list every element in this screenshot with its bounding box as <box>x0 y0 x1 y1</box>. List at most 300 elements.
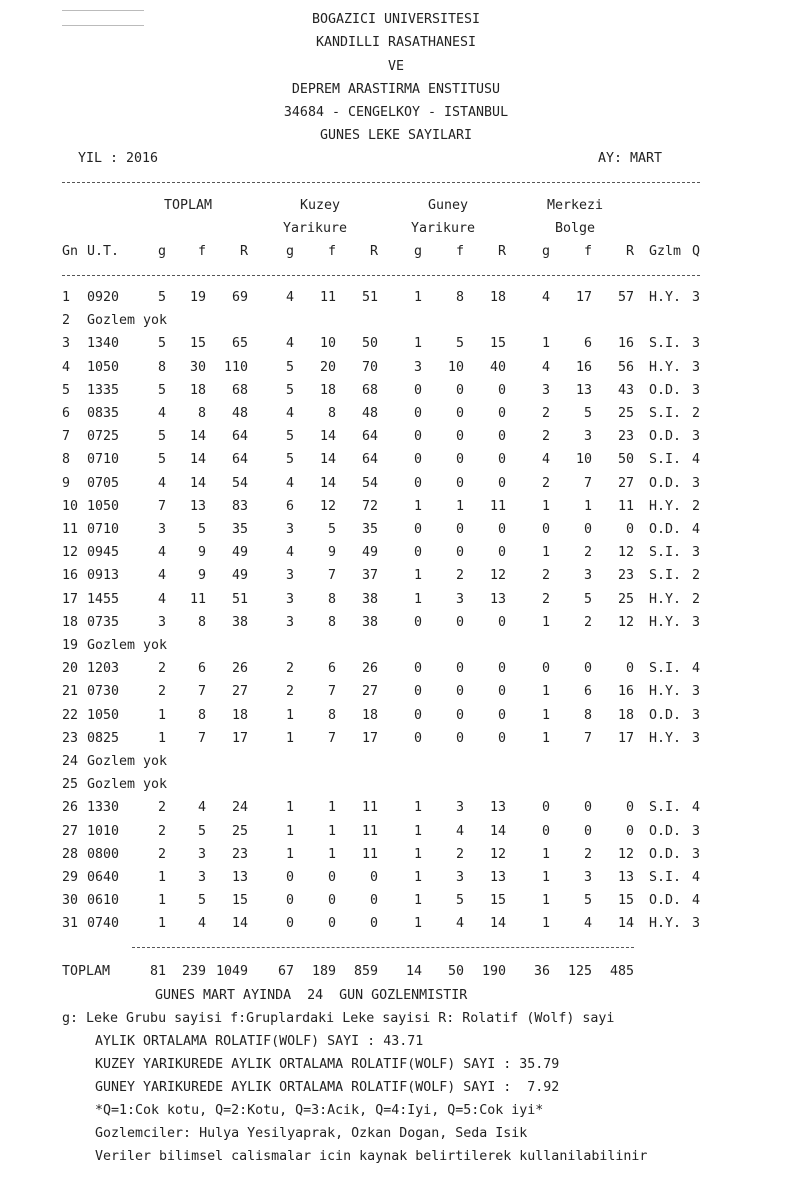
cell-south-f: 0 <box>455 707 464 723</box>
col-label-time: U.T. <box>87 244 120 259</box>
cell-south-g: 1 <box>413 591 422 607</box>
cell-total-f: 7 <box>197 730 206 746</box>
cell-center-f: 17 <box>575 290 592 305</box>
table-row <box>0 869 792 887</box>
cell-time: 0730 <box>87 684 120 700</box>
cell-center-r: 50 <box>617 452 634 468</box>
cell-total-g: 2 <box>157 800 166 816</box>
col-label-center-f: f <box>583 244 592 259</box>
cell-total-r: 65 <box>231 336 248 352</box>
cell-center-g: 1 <box>541 846 550 862</box>
cell-south-g: 0 <box>413 707 422 723</box>
col-label-north-r: R <box>369 244 378 259</box>
cell-center-f: 16 <box>575 359 592 375</box>
table-row <box>0 289 792 307</box>
table-row <box>0 544 792 562</box>
cell-day: 16 <box>62 568 79 584</box>
cell-north-f: 0 <box>327 870 336 885</box>
cell-total-g: 5 <box>157 382 166 398</box>
cell-center-r: 0 <box>625 661 634 677</box>
cell-south-f: 0 <box>455 545 464 561</box>
month-label: AY: MART <box>598 151 663 166</box>
cell-south-g: 1 <box>413 870 422 885</box>
total-total-g: 81 <box>149 964 166 979</box>
cell-south-g: 3 <box>413 359 422 375</box>
cell-south-g: 0 <box>413 684 422 700</box>
cell-south-g: 0 <box>413 522 422 537</box>
cell-north-g: 3 <box>285 522 294 537</box>
institution-name: BOGAZICI UNIVERSITESI <box>311 12 481 27</box>
cell-center-g: 2 <box>541 568 550 584</box>
cell-south-f: 2 <box>455 568 464 584</box>
cell-total-f: 5 <box>197 522 206 537</box>
table-row <box>0 567 792 585</box>
cell-north-g: 0 <box>285 916 294 932</box>
observers: Gozlemciler: Hulya Yesilyaprak, Ozkan Dogan, Seda Isik <box>95 1126 528 1141</box>
cell-quality: 3 <box>692 684 701 700</box>
cell-total-g: 2 <box>157 823 166 839</box>
cell-south-g: 0 <box>413 545 422 561</box>
cell-south-f: 0 <box>455 452 464 468</box>
divider <box>62 275 700 276</box>
table-row <box>0 637 792 655</box>
cell-center-f: 2 <box>583 545 592 561</box>
cell-north-r: 38 <box>361 614 378 630</box>
cell-time: 0800 <box>87 846 120 862</box>
cell-north-g: 5 <box>285 359 294 375</box>
cell-quality: 3 <box>692 823 701 839</box>
cell-total-f: 19 <box>189 290 206 305</box>
cell-quality: 2 <box>692 591 701 607</box>
cell-center-g: 0 <box>541 661 550 677</box>
col-label-south-f: f <box>455 244 464 259</box>
cell-observation: O.D. <box>649 707 682 723</box>
cell-center-g: 3 <box>541 382 550 398</box>
cell-center-f: 6 <box>583 684 592 700</box>
cell-time: 1455 <box>87 591 120 607</box>
col-label-observation: Gzlm <box>649 244 682 259</box>
table-row <box>0 521 792 539</box>
cell-observation: H.Y. <box>649 591 682 607</box>
cell-day: 28 <box>62 846 79 862</box>
col-label-total-r: R <box>239 244 248 259</box>
cell-time: 1050 <box>87 359 120 375</box>
cell-total-r: 17 <box>231 730 248 746</box>
cell-day: 19 <box>62 638 79 653</box>
cell-total-r: 54 <box>231 475 248 491</box>
cell-south-g: 1 <box>413 498 422 514</box>
cell-north-r: 70 <box>361 359 378 375</box>
col-group-total: TOPLAM <box>164 198 213 213</box>
cell-north-r: 35 <box>361 522 378 537</box>
total-south-g: 14 <box>405 964 422 979</box>
cell-center-f: 0 <box>583 522 592 537</box>
cell-total-r: 68 <box>231 382 248 398</box>
cell-south-f: 5 <box>455 336 464 352</box>
cell-south-f: 4 <box>455 916 464 932</box>
col-label-total-f: f <box>197 244 206 259</box>
total-south-r: 190 <box>481 964 506 979</box>
north-average: KUZEY YARIKUREDE AYLIK ORTALAMA ROLATIF(WOLF) SAYI : 35.79 <box>95 1057 560 1072</box>
cell-south-f: 0 <box>455 614 464 630</box>
cell-total-r: 110 <box>223 359 248 375</box>
cell-total-f: 8 <box>197 406 206 421</box>
cell-quality: 3 <box>692 290 701 305</box>
cell-south-f: 0 <box>455 429 464 445</box>
conjunction: VE <box>387 59 404 74</box>
cell-quality: 3 <box>692 730 701 746</box>
cell-time: 0640 <box>87 870 120 885</box>
cell-time: 0610 <box>87 893 120 909</box>
cell-south-f: 0 <box>455 730 464 746</box>
cell-center-r: 0 <box>625 522 634 537</box>
year-label: YIL : 2016 <box>78 151 159 166</box>
cell-north-f: 14 <box>319 475 336 491</box>
table-row <box>0 799 792 817</box>
cell-total-g: 4 <box>157 406 166 421</box>
table-row <box>0 846 792 864</box>
cell-center-f: 0 <box>583 661 592 677</box>
cell-center-r: 16 <box>617 684 634 700</box>
cell-north-g: 4 <box>285 290 294 305</box>
cell-north-f: 9 <box>327 545 336 561</box>
cell-total-g: 3 <box>157 614 166 630</box>
cell-north-f: 8 <box>327 406 336 421</box>
table-row <box>0 382 792 400</box>
cell-observation: S.I. <box>649 661 682 677</box>
top-decoration <box>62 0 224 1</box>
cell-north-f: 1 <box>327 800 336 816</box>
total-total-r: 1049 <box>215 964 248 979</box>
table-row <box>0 359 792 377</box>
total-north-f: 189 <box>311 964 336 979</box>
cell-center-r: 56 <box>617 359 634 375</box>
cell-day: 5 <box>62 382 71 398</box>
cell-total-f: 3 <box>197 846 206 862</box>
divider <box>62 182 700 183</box>
cell-time: 1335 <box>87 382 120 398</box>
col-group-south-sub: Yarikure <box>411 221 476 236</box>
cell-north-f: 6 <box>327 661 336 677</box>
cell-day: 3 <box>62 336 71 352</box>
cell-observation: H.Y. <box>649 684 682 700</box>
quality-scale: *Q=1:Cok kotu, Q=2:Kotu, Q=3:Acik, Q=4:Iyi, Q=5:Cok iyi* <box>95 1103 544 1118</box>
cell-total-r: 64 <box>231 452 248 468</box>
col-label-south-r: R <box>497 244 506 259</box>
cell-observation: S.I. <box>649 452 682 468</box>
cell-observation: S.I. <box>649 568 682 584</box>
cell-south-r: 0 <box>497 545 506 561</box>
cell-observation: S.I. <box>649 336 682 352</box>
cell-quality: 4 <box>692 661 701 677</box>
cell-north-g: 2 <box>285 684 294 700</box>
cell-total-g: 4 <box>157 475 166 491</box>
cell-north-r: 11 <box>361 846 378 862</box>
cell-north-g: 0 <box>285 893 294 909</box>
cell-total-f: 7 <box>197 684 206 700</box>
cell-day: 9 <box>62 475 71 491</box>
cell-south-g: 0 <box>413 614 422 630</box>
cell-south-g: 1 <box>413 800 422 816</box>
cell-total-f: 14 <box>189 475 206 491</box>
cell-north-f: 7 <box>327 684 336 700</box>
cell-center-r: 27 <box>617 475 634 491</box>
cell-north-r: 64 <box>361 429 378 445</box>
cell-north-g: 4 <box>285 475 294 491</box>
cell-time: 1050 <box>87 498 120 514</box>
table-row <box>0 498 792 516</box>
cell-south-g: 0 <box>413 406 422 421</box>
table-row <box>0 753 792 771</box>
cell-south-r: 13 <box>489 870 506 885</box>
cell-center-g: 1 <box>541 614 550 630</box>
cell-center-f: 6 <box>583 336 592 352</box>
cell-quality: 2 <box>692 498 701 514</box>
cell-observation: H.Y. <box>649 730 682 746</box>
cell-total-f: 4 <box>197 800 206 816</box>
cell-south-f: 0 <box>455 522 464 537</box>
cell-north-r: 68 <box>361 382 378 398</box>
cell-quality: 4 <box>692 452 701 468</box>
table-row <box>0 451 792 469</box>
cell-center-r: 15 <box>617 893 634 909</box>
total-south-f: 50 <box>447 964 464 979</box>
cell-observation: H.Y. <box>649 614 682 630</box>
cell-total-r: 69 <box>231 290 248 305</box>
cell-south-r: 0 <box>497 730 506 746</box>
cell-north-g: 6 <box>285 498 294 514</box>
cell-north-g: 0 <box>285 870 294 885</box>
cell-center-r: 25 <box>617 591 634 607</box>
cell-center-r: 23 <box>617 429 634 445</box>
cell-north-r: 0 <box>369 916 378 932</box>
cell-south-r: 0 <box>497 661 506 677</box>
cell-quality: 3 <box>692 545 701 561</box>
total-center-f: 125 <box>567 964 592 979</box>
total-north-g: 67 <box>277 964 294 979</box>
institute-name: DEPREM ARASTIRMA ENSTITUSU <box>291 82 501 97</box>
cell-north-g: 4 <box>285 336 294 352</box>
cell-observation: O.D. <box>649 846 682 862</box>
cell-north-g: 3 <box>285 568 294 584</box>
cell-observation: O.D. <box>649 475 682 491</box>
total-north-r: 859 <box>353 964 378 979</box>
cell-south-g: 0 <box>413 429 422 445</box>
table-row <box>0 335 792 353</box>
cell-no-observation: Gozlem yok <box>87 638 168 653</box>
cell-south-f: 2 <box>455 846 464 862</box>
cell-center-f: 3 <box>583 870 592 885</box>
cell-day: 10 <box>62 498 79 514</box>
cell-south-f: 0 <box>455 684 464 700</box>
cell-north-r: 72 <box>361 498 378 514</box>
cell-day: 23 <box>62 730 79 746</box>
cell-quality: 3 <box>692 336 701 352</box>
cell-center-g: 4 <box>541 290 550 305</box>
table-row <box>0 776 792 794</box>
column-labels <box>0 243 792 261</box>
cell-north-r: 64 <box>361 452 378 468</box>
cell-total-g: 1 <box>157 707 166 723</box>
cell-no-observation: Gozlem yok <box>87 313 168 329</box>
cell-south-r: 0 <box>497 382 506 398</box>
col-label-north-f: f <box>327 244 336 259</box>
cell-north-f: 8 <box>327 614 336 630</box>
cell-south-r: 18 <box>489 290 506 305</box>
cell-north-r: 48 <box>361 406 378 421</box>
cell-day: 25 <box>62 777 79 793</box>
observed-days: GUNES MART AYINDA 24 GUN GOZLENMISTIR <box>155 988 468 1003</box>
cell-total-f: 8 <box>197 614 206 630</box>
cell-north-r: 17 <box>361 730 378 746</box>
cell-center-f: 7 <box>583 730 592 746</box>
table-row <box>0 312 792 330</box>
cell-center-f: 2 <box>583 846 592 862</box>
cell-south-r: 0 <box>497 614 506 630</box>
cell-north-f: 12 <box>319 498 336 514</box>
cell-center-g: 1 <box>541 684 550 700</box>
cell-south-g: 0 <box>413 730 422 746</box>
cell-north-f: 18 <box>319 382 336 398</box>
cell-center-f: 0 <box>583 823 592 839</box>
cell-day: 8 <box>62 452 71 468</box>
table-row <box>0 707 792 725</box>
cell-day: 21 <box>62 684 79 700</box>
cell-total-f: 3 <box>197 870 206 885</box>
cell-time: 1340 <box>87 336 120 352</box>
cell-north-f: 5 <box>327 522 336 537</box>
cell-center-f: 10 <box>575 452 592 468</box>
cell-day: 2 <box>62 313 71 329</box>
cell-south-r: 12 <box>489 846 506 862</box>
divider <box>132 947 634 948</box>
cell-observation: O.D. <box>649 893 682 909</box>
cell-observation: O.D. <box>649 429 682 445</box>
cell-total-g: 5 <box>157 452 166 468</box>
cell-north-r: 37 <box>361 568 378 584</box>
cell-south-f: 4 <box>455 823 464 839</box>
cell-center-r: 18 <box>617 707 634 723</box>
cell-day: 18 <box>62 614 79 630</box>
cell-quality: 3 <box>692 475 701 491</box>
cell-south-r: 0 <box>497 429 506 445</box>
cell-center-r: 14 <box>617 916 634 932</box>
cell-center-g: 1 <box>541 870 550 885</box>
table-row <box>0 915 792 933</box>
cell-total-f: 9 <box>197 545 206 561</box>
cell-center-g: 2 <box>541 475 550 491</box>
cell-observation: H.Y. <box>649 498 682 514</box>
cell-center-g: 2 <box>541 429 550 445</box>
cell-observation: H.Y. <box>649 916 682 932</box>
cell-south-f: 0 <box>455 475 464 491</box>
cell-south-f: 0 <box>455 382 464 398</box>
cell-north-f: 1 <box>327 846 336 862</box>
cell-day: 7 <box>62 429 71 445</box>
cell-total-f: 18 <box>189 382 206 398</box>
cell-north-g: 1 <box>285 823 294 839</box>
cell-quality: 2 <box>692 568 701 584</box>
cell-south-r: 0 <box>497 684 506 700</box>
cell-day: 27 <box>62 823 79 839</box>
cell-time: 0740 <box>87 916 120 932</box>
cell-total-f: 5 <box>197 893 206 909</box>
cell-total-r: 24 <box>231 800 248 816</box>
cell-total-g: 8 <box>157 359 166 375</box>
cell-south-g: 1 <box>413 916 422 932</box>
cell-time: 1050 <box>87 707 120 723</box>
col-label-south-g: g <box>413 244 422 259</box>
cell-time: 0920 <box>87 290 120 305</box>
table-row <box>0 405 792 423</box>
cell-center-g: 4 <box>541 452 550 468</box>
cell-total-r: 27 <box>231 684 248 700</box>
cell-north-g: 1 <box>285 800 294 816</box>
cell-north-g: 4 <box>285 406 294 421</box>
cell-total-g: 1 <box>157 893 166 909</box>
cell-time: 0710 <box>87 522 120 537</box>
cell-center-f: 5 <box>583 406 592 421</box>
cell-day: 31 <box>62 916 79 932</box>
cell-day: 1 <box>62 290 71 305</box>
cell-north-g: 1 <box>285 707 294 723</box>
cell-center-g: 2 <box>541 591 550 607</box>
cell-center-r: 12 <box>617 846 634 862</box>
cell-south-r: 13 <box>489 800 506 816</box>
cell-time: 0710 <box>87 452 120 468</box>
cell-quality: 4 <box>692 870 701 885</box>
cell-center-r: 0 <box>625 800 634 816</box>
cell-day: 22 <box>62 707 79 723</box>
cell-total-g: 4 <box>157 591 166 607</box>
cell-north-f: 10 <box>319 336 336 352</box>
cell-center-g: 1 <box>541 893 550 909</box>
cell-north-r: 50 <box>361 336 378 352</box>
table-row <box>0 683 792 701</box>
cell-north-g: 1 <box>285 730 294 746</box>
table-row <box>0 428 792 446</box>
cell-south-g: 1 <box>413 893 422 909</box>
cell-quality: 2 <box>692 406 701 421</box>
cell-observation: O.D. <box>649 522 682 537</box>
cell-total-g: 3 <box>157 522 166 537</box>
cell-day: 6 <box>62 406 71 421</box>
col-group-center-sub: Bolge <box>555 221 596 236</box>
cell-north-f: 20 <box>319 359 336 375</box>
cell-total-g: 5 <box>157 336 166 352</box>
col-group-south: Guney <box>428 198 469 213</box>
cell-day: 29 <box>62 870 79 885</box>
cell-total-r: 18 <box>231 707 248 723</box>
table-row <box>0 591 792 609</box>
cell-center-r: 16 <box>617 336 634 352</box>
cell-total-f: 4 <box>197 916 206 932</box>
cell-quality: 3 <box>692 429 701 445</box>
cell-south-r: 13 <box>489 591 506 607</box>
cell-north-r: 54 <box>361 475 378 491</box>
cell-total-f: 13 <box>189 498 206 514</box>
cell-total-g: 5 <box>157 429 166 445</box>
cell-total-r: 14 <box>231 916 248 932</box>
cell-south-f: 0 <box>455 661 464 677</box>
report-title: GUNES LEKE SAYILARI <box>319 128 473 143</box>
cell-north-g: 5 <box>285 382 294 398</box>
cell-south-f: 3 <box>455 800 464 816</box>
col-group-center: Merkezi <box>547 198 604 213</box>
cell-day: 20 <box>62 661 79 677</box>
cell-center-r: 0 <box>625 823 634 839</box>
cell-center-g: 2 <box>541 406 550 421</box>
